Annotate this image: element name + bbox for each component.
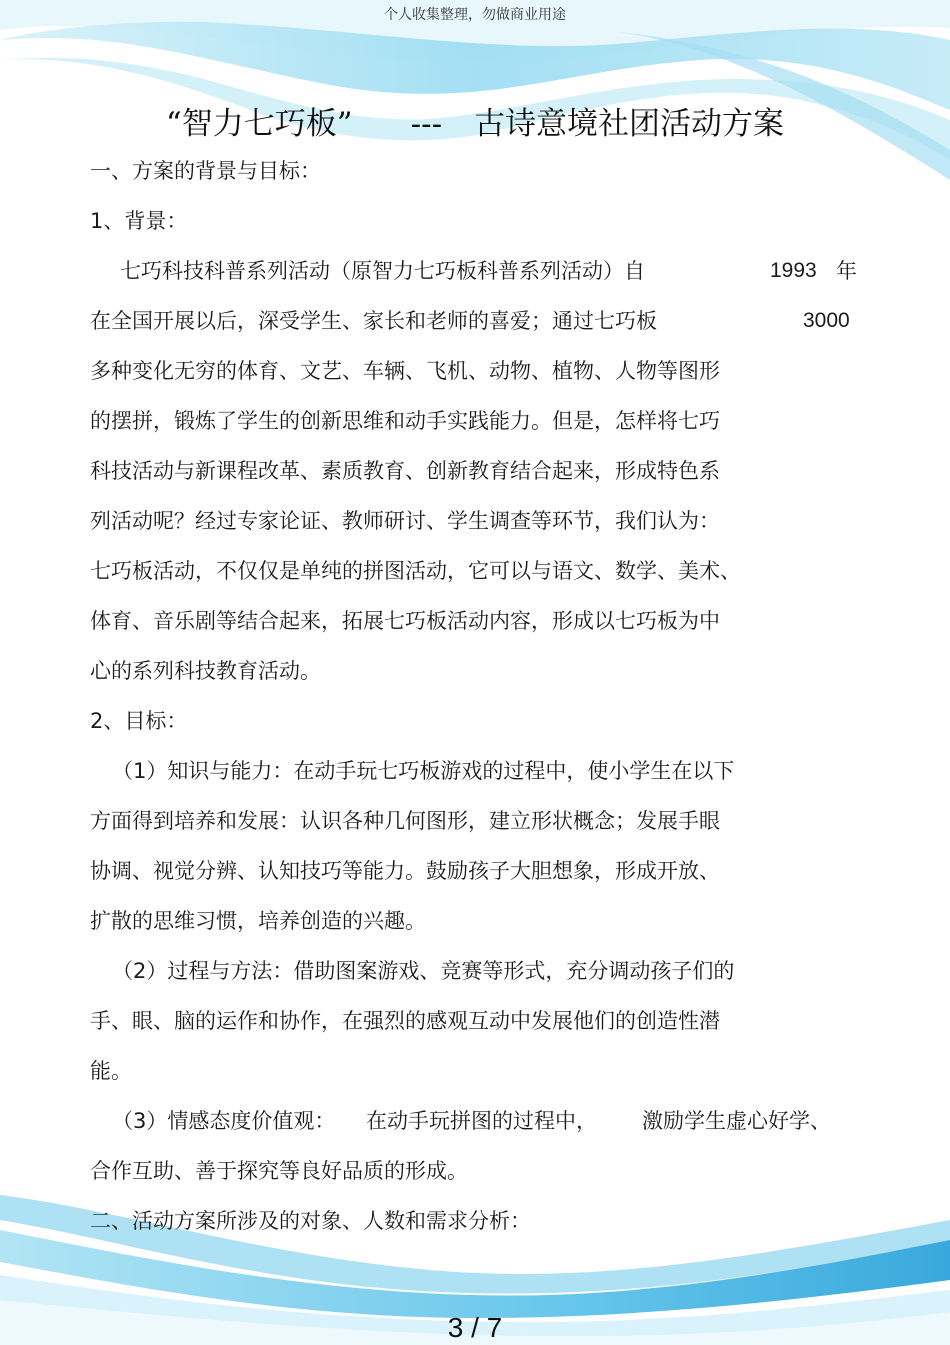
goal3-line-1-c: 激励学生虚心好学、: [642, 1109, 831, 1133]
goal2-line-1: （2）过程与方法：借助图案游戏、竞赛等形式，充分调动孩子们的: [112, 959, 735, 983]
bg-line-1-text: 七巧科技科普系列活动（原智力七巧板科普系列活动）自: [120, 259, 645, 283]
bg-line-2-num: 3000: [803, 309, 850, 332]
title-part2: 古诗意境社团活动方案: [474, 106, 785, 142]
bg-line-1: [120, 256, 860, 286]
bg-heading: 1、背景：: [90, 209, 188, 233]
bg-line-1-year: 1993: [770, 259, 817, 282]
goal1-line-3: 协调、视觉分辨、认知技巧等能力。鼓励孩子大胆想象，形成开放、: [90, 859, 720, 883]
goal1-line-4: 扩散的思维习惯，培养创造的兴趣。: [90, 909, 426, 933]
bg-line-1-nian: 年: [836, 259, 857, 283]
section1-heading: 一、方案的背景与目标：: [90, 159, 321, 183]
bg-line-9: 心的系列科技教育活动。: [90, 659, 321, 683]
document-title: [0, 98, 950, 143]
goal3-line-1-b: 在动手玩拼图的过程中，: [366, 1109, 597, 1133]
bg-line-7: 七巧板活动，不仅仅是单纯的拼图活动，它可以与语文、数学、美术、: [90, 559, 741, 583]
section2-heading: 二、活动方案所涉及的对象、人数和需求分析：: [90, 1209, 531, 1233]
bg-line-2: [90, 306, 860, 336]
goal1-line-1: （1）知识与能力：在动手玩七巧板游戏的过程中，使小学生在以下: [112, 759, 735, 783]
title-dash: ---: [410, 106, 443, 142]
goal3-line-2: 合作互助、善于探究等良好品质的形成。: [90, 1159, 468, 1183]
bg-line-2-text: 在全国开展以后，深受学生、家长和老师的喜爱；通过七巧板: [90, 309, 657, 333]
page-number: 3 / 7: [447, 1312, 503, 1343]
goal2-line-2: 手、眼、脑的运作和协作，在强烈的感观互动中发展他们的创造性潜: [90, 1009, 720, 1033]
goal-heading: 2、目标：: [90, 709, 188, 733]
bg-line-6: 列活动呢？经过专家论证、教师研讨、学生调查等环节，我们认为：: [90, 509, 720, 533]
goal3-line-1: [112, 1106, 852, 1136]
goal1-line-2: 方面得到培养和发展：认识各种几何图形，建立形状概念；发展手眼: [90, 809, 720, 833]
title-part1: “智力七巧板”: [165, 106, 353, 142]
goal3-line-1-a: （3）情感态度价值观：: [112, 1109, 336, 1133]
bg-line-3: 多种变化无穷的体育、文艺、车辆、飞机、动物、植物、人物等图形: [90, 359, 720, 383]
bg-line-8: 体育、音乐剧等结合起来，拓展七巧板活动内容，形成以七巧板为中: [90, 609, 720, 633]
goal2-line-3: 能。: [90, 1059, 132, 1083]
bg-line-5: 科技活动与新课程改革、素质教育、创新教育结合起来，形成特色系: [90, 459, 720, 483]
bg-line-4: 的摆拼，锻炼了学生的创新思维和动手实践能力。但是，怎样将七巧: [90, 409, 720, 433]
header-watermark: 个人收集整理，勿做商业用途: [384, 7, 566, 23]
